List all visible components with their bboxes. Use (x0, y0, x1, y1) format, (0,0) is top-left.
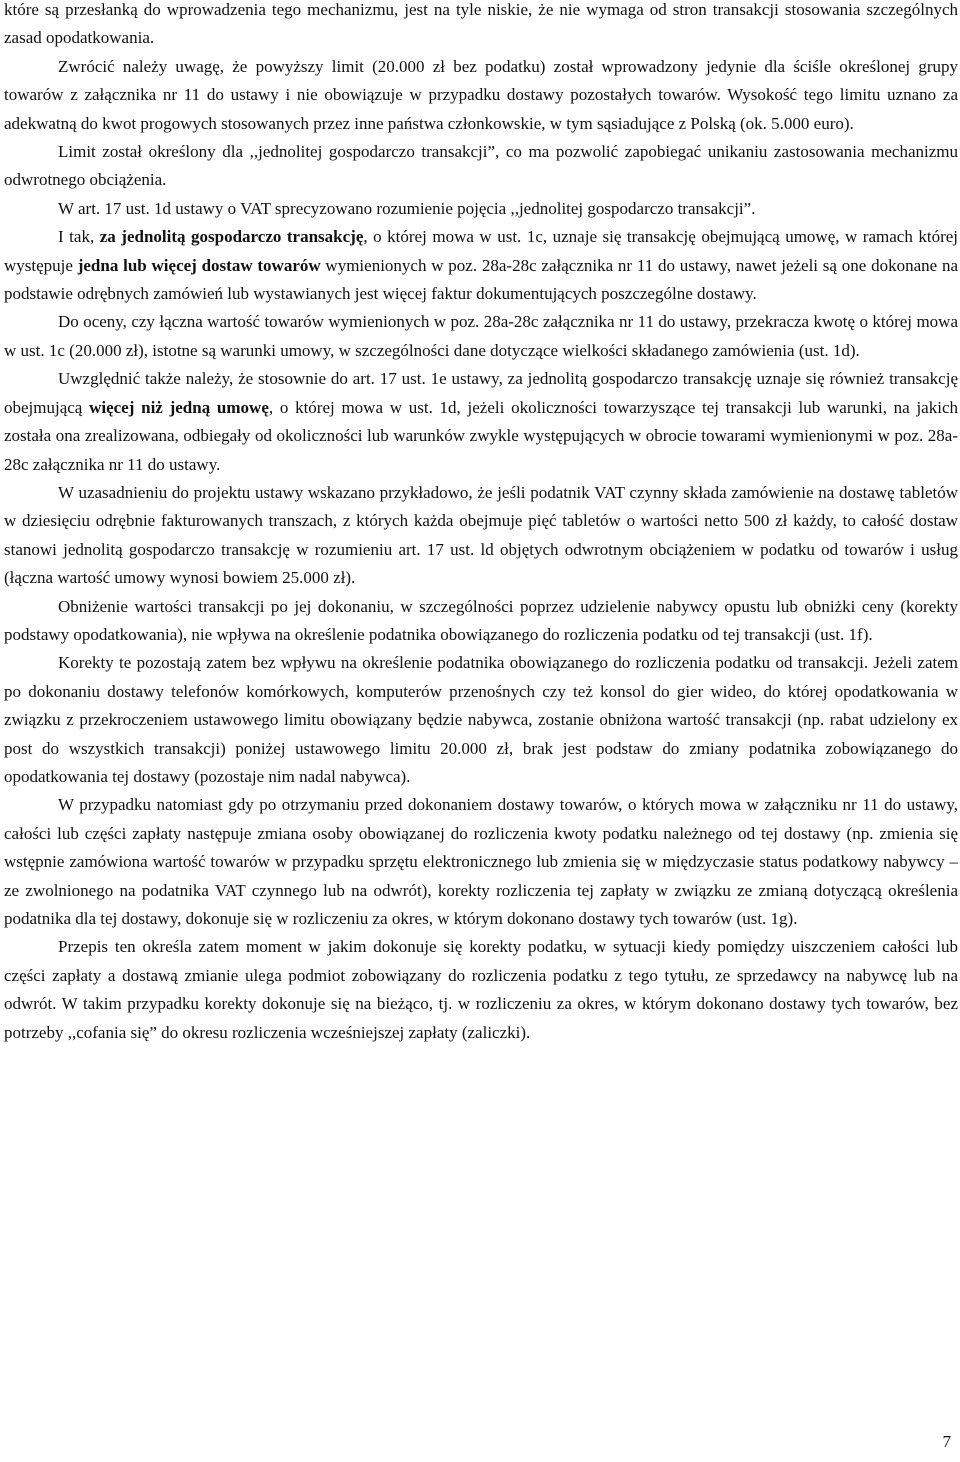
paragraph-text: Przepis ten określa zatem moment w jakim dokonuje się korekty podatku, w sytuacji kiedy pomiędzy uiszczeniem całości lub części zapłaty a dostawą zmianie ulega podmiot zobowiązany do rozliczenia podatku z tego tytułu, ze sprzedawcy na nabywcę lub na odwrót. W takim przypadku korekty dokonuje się na bieżąco, tj. w rozliczeniu za okres, w którym dokonano dostawy tych towarów, bez potrzeby ,,cofania się” do okresu rozliczenia wcześniejszej zapłaty (zaliczki). (4, 937, 958, 1042)
document-page (4, 0, 958, 1047)
paragraph-1 (4, 0, 958, 53)
paragraph-text: Korekty te pozostają zatem bez wpływu na określenie podatnika obowiązanego do rozliczenia podatku od transakcji. Jeżeli zatem po dokonaniu dostawy telefonów komórkowych, komputerów przenośnych czy też konsol do gier wideo, do której opodatkowania w związku z przekroczeniem ustawowego limitu obowiązany będzie nabywca, zostanie obniżona wartość transakcji (np. rabat udzielony ex post do wszystkich transakcji) poniżej ustawowego limitu 20.000 zł, brak jest podstaw do zmiany podatnika zobowiązanego do opodatkowania tej dostawy (pozostaje nim nadal nabywca). (4, 653, 958, 786)
paragraph-text: Zwrócić należy uwagę, że powyższy limit (20.000 zł bez podatku) został wprowadzony jedynie dla ściśle określonej grupy towarów z załącznika nr 11 do ustawy i nie obowiązuje w przypadku dostawy pozostałych towarów. Wysokość tego limitu uznano za adekwatną do kwot progowych stosowanych przez inne państwa członkowskie, w tym sąsiadujące z Polską (ok. 5.000 euro). (4, 56, 958, 133)
paragraph-text: W uzasadnieniu do projektu ustawy wskazano przykładowo, że jeśli podatnik VAT czynny składa zamówienie na dostawę tabletów w dziesięciu odrębnie fakturowanych transzach, z których każda obejmuje pięć tabletów o wartości netto 500 zł każdy, to całość dostaw stanowi jednolitą gospodarczo transakcję w rozumieniu art. 17 ust. ld objętych odwrotnym obciążeniem w podatku od towarów i usług (łączna wartość umowy wynosi bowiem 25.000 zł). (4, 482, 958, 588)
paragraph-6 (4, 308, 958, 365)
paragraph-text: Uwzględnić także należy, że stosownie do art. 17 ust. 1e ustawy, za jednolitą gospodarczo transakcję uznaje się również transakcję obejmującą (4, 369, 958, 417)
paragraph-3 (4, 138, 958, 195)
bold-phrase: jedna lub więcej dostaw towarów (77, 255, 321, 275)
paragraph-text: Limit został określony dla ,,jednolitej gospodarczo transakcji”, co ma pozwolić zapobiegać unikaniu zastosowania mechanizmu odwrotnego obciążenia. (4, 142, 958, 190)
bold-phrase: więcej niż jedną umowę (89, 397, 269, 417)
paragraph-8 (4, 479, 958, 593)
paragraph-9 (4, 593, 958, 650)
paragraph-text: które są przesłanką do wprowadzenia tego mechanizmu, jest na tyle niskie, że nie wymaga od stron transakcji stosowania szczególnych zasad opodatkowania. (4, 0, 958, 48)
paragraph-2 (4, 53, 958, 138)
paragraph-text: , o której mowa w ust. 1c, uznaje się transakcję obejmującą umowę, w ramach której występuje (4, 227, 958, 275)
paragraph-text: I tak, (58, 227, 100, 247)
paragraph-5 (4, 223, 958, 308)
paragraph-text: wymienionych w poz. 28a-28c załącznika nr 11 do ustawy, nawet jeżeli są one dokonane na podstawie odrębnych zamówień lub wystawianych jest więcej faktur dokumentujących poszczególne dostawy. (4, 255, 958, 304)
paragraph-text: Obniżenie wartości transakcji po jej dokonaniu, w szczególności poprzez udzielenie nabywcy opustu lub obniżki ceny (korekty podstawy opodatkowania), nie wpływa na określenie podatnika obowiązanego do rozliczenia podatku od tej transakcji (ust. 1f). (4, 596, 958, 644)
bold-phrase: za jednolitą gospodarczo transakcję (99, 227, 364, 247)
paragraph-text: W art. 17 ust. 1d ustawy o VAT sprecyzowano rozumienie pojęcia ,,jednolitej gospodarczo transakcji”. (58, 198, 756, 218)
paragraph-text: W przypadku natomiast gdy po otrzymaniu przed dokonaniem dostawy towarów, o których mowa w załączniku nr 11 do ustawy, całości lub części zapłaty następuje zmiana osoby obowiązanej do rozliczenia kwoty podatku należnego od tej dostawy (np. zmienia się wstępnie zamówiona wartość towarów w przypadku sprzętu elektronicznego lub zmienia się w międzyczasie status podatkowy nabywcy – ze zwolnionego na podatnika VAT czynnego lub na odwrót), korekty rozliczenia tej zapłaty w związku ze zmianą dotyczącą określenia podatnika dla tej dostawy, dokonuje się w rozliczeniu za okres, w którym dokonano dostawy tych towarów (ust. 1g). (4, 795, 958, 928)
paragraph-12 (4, 933, 958, 1047)
paragraph-4 (4, 195, 958, 223)
page-number: 7 (942, 1432, 951, 1451)
paragraph-10 (4, 649, 958, 791)
paragraph-11 (4, 791, 958, 933)
paragraph-text: , o której mowa w ust. 1d, jeżeli okoliczności towarzyszące tej transakcji lub warunki, na jakich została ona zrealizowana, odbiegały od okoliczności lub warunków zwykle występujących w obrocie towarami wymienionymi w poz. 28a-28c załącznika nr 11 do ustawy. (4, 397, 958, 474)
paragraph-text: Do oceny, czy łączna wartość towarów wymienionych w poz. 28a-28c załącznika nr 11 do ustawy, przekracza kwotę o której mowa w ust. 1c (20.000 zł), istotne są warunki umowy, w szczególności dane dotyczące wielkości składanego zamówienia (ust. 1d). (4, 312, 958, 360)
paragraph-7 (4, 365, 958, 479)
